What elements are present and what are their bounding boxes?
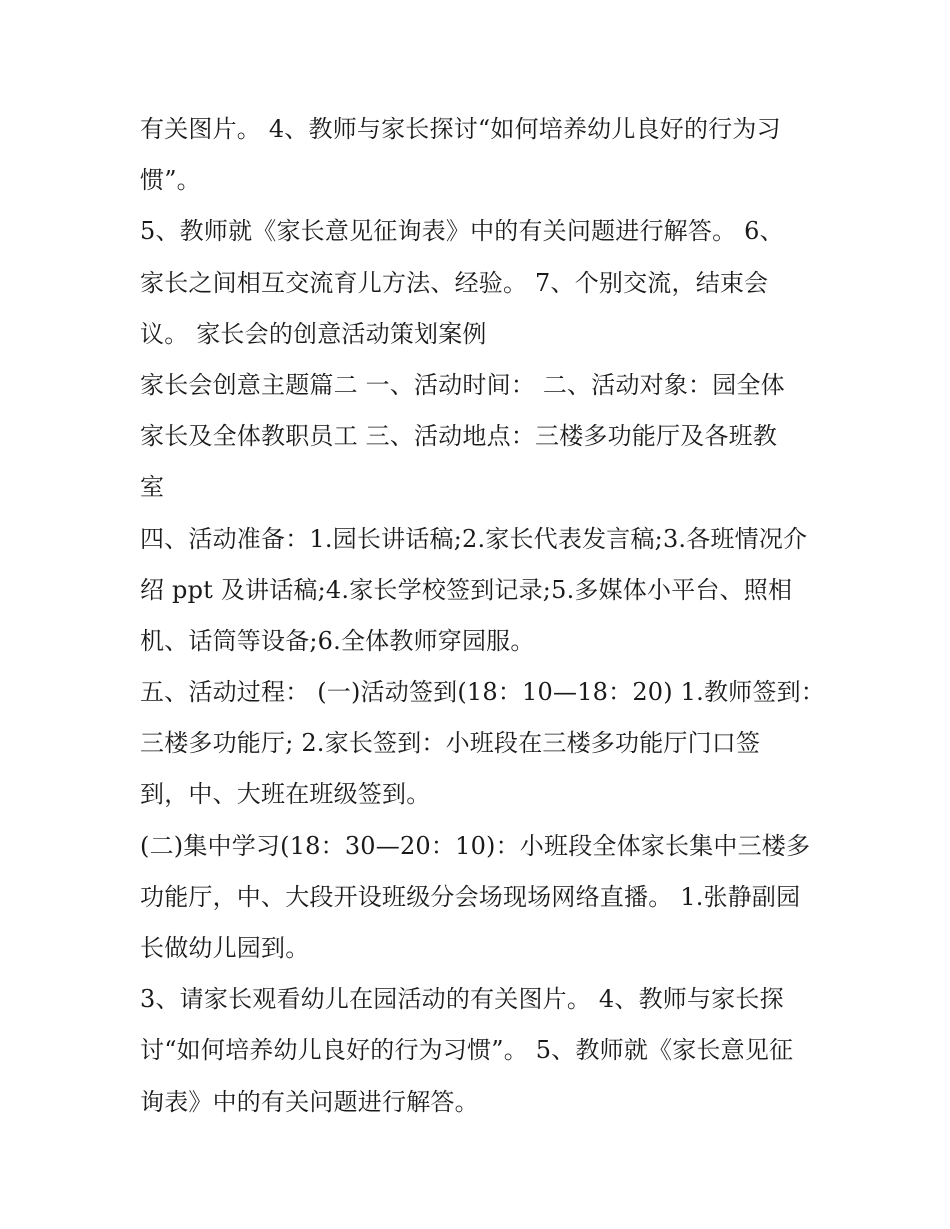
text-line: 五、活动过程： (一)活动签到(18：10—18：20) 1.教师签到： <box>140 678 825 707</box>
text-line: 绍 ppt 及讲话稿;4.家长学校签到记录;5.多媒体小平台、照相 <box>140 575 793 604</box>
text-line: 询表》中的有关问题进行解答。 <box>140 1087 479 1116</box>
text-line: 三楼多功能厅; 2.家长签到：小班段在三楼多功能厅门口签 <box>140 729 761 758</box>
text-line: 惯”。 <box>140 166 201 195</box>
text-line: 家长及全体教职员工 三、活动地点：三楼多功能厅及各班教 <box>140 422 778 451</box>
paragraph-6 <box>140 821 820 975</box>
text-line: 讨“如何培养幼儿良好的行为习惯”。 5、教师就《家长意见征 <box>140 1036 794 1065</box>
paragraph-7 <box>140 974 820 1128</box>
text-line: 到，中、大班在班级签到。 <box>140 780 431 809</box>
paragraph-3 <box>140 360 820 514</box>
text-line: 5、教师就《家长意见征询表》中的有关问题进行解答。 6、 <box>140 217 784 246</box>
text-line: 3、请家长观看幼儿在园活动的有关图片。 4、教师与家长探 <box>140 985 784 1014</box>
text-line: (二)集中学习(18：30—20：10)：小班段全体家长集中三楼多 <box>140 831 811 860</box>
text-line: 家长之间相互交流育儿方法、经验。 7、个别交流，结束会 <box>140 268 769 297</box>
text-line: 机、话筒等设备;6.全体教师穿园服。 <box>140 626 535 655</box>
paragraph-5 <box>140 667 825 821</box>
text-line: 四、活动准备：1.园长讲话稿;2.家长代表发言稿;3.各班情况介 <box>140 524 808 553</box>
text-line: 功能厅，中、大段开设班级分会场现场网络直播。 1.张静副园 <box>140 882 801 911</box>
text-line: 室 <box>140 473 165 502</box>
text-line: 家长会创意主题篇二 一、活动时间： 二、活动对象：园全体 <box>140 370 785 399</box>
text-line: 有关图片。 4、教师与家长探讨“如何培养幼儿良好的行为习 <box>140 115 781 143</box>
text-line: 长做幼儿园到。 <box>140 934 310 962</box>
text-line: 议。 家长会的创意活动策划案例 <box>140 319 487 348</box>
paragraph-1 <box>140 104 820 206</box>
paragraph-2 <box>140 206 820 360</box>
paragraph-4 <box>140 514 820 668</box>
document-body <box>140 104 825 1128</box>
